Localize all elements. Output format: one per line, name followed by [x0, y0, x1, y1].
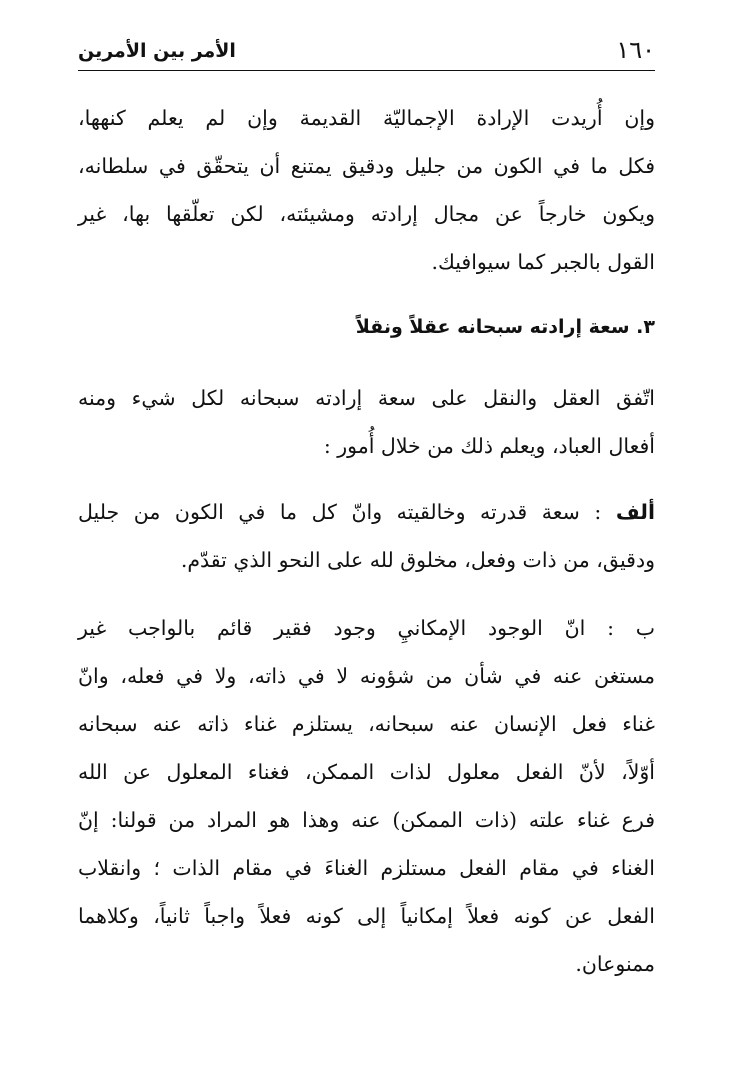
page-header	[78, 34, 655, 71]
text-line: ويكون خارجاً عن مجال إرادته ومشيئته، لكن تعلّقها بها، غير	[78, 202, 655, 226]
text-line: الفعل عن كونه فعلاً إمكانياً إلى كونه فعلاً واجباً ثانياً، وكلاهما	[78, 904, 655, 928]
item-lead: ألف	[615, 500, 655, 524]
text-line: غناء فعل الإنسان عنه سبحانه، يستلزم غناء ذاته عنه سبحانه	[78, 712, 655, 736]
text-line: ودقيق، من ذات وفعل، مخلوق لله على النحو الذي تقدّم.	[180, 548, 655, 572]
paragraph-3	[78, 488, 655, 584]
text-line: أوّلاً، لأنّ الفعل معلول لذات الممكن، فغناء المعلول عن الله	[78, 760, 655, 784]
text-line: القول بالجبر كما سيوافيك.	[431, 250, 655, 274]
text-line-rest: : سعة قدرته وخالقيته وانّ كل ما في الكون من جليل	[78, 500, 616, 524]
text-line: اتّفق العقل والنقل على سعة إرادته سبحانه لكل شيء ومنه	[78, 386, 655, 410]
text-line: ب : انّ الوجود الإمكانيِ وجود فقير قائم بالواجب غير	[78, 616, 656, 640]
paragraph-1	[78, 94, 655, 286]
text-line: فرع غناء علته (ذات الممكن) عنه وهذا هو المراد من قولنا: إنّ	[78, 808, 655, 832]
text-line: وإن أُريدت الإرادة الإجماليّة القديمة وإن لم يعلم كنهها،	[78, 106, 655, 130]
paragraph-2	[78, 374, 655, 470]
text-line: فكل ما في الكون من جليل ودقيق يمتنع أن يتحقّق في سلطانه،	[78, 154, 655, 178]
section-heading: ٣. سعة إرادته سبحانه عقلاً ونقلاً	[355, 316, 655, 338]
text-line: الغناء في مقام الفعل مستلزم الغناءَ في مقام الذات ؛ وانقلاب	[78, 856, 655, 880]
text-line: مستغن عنه في شأن من شؤونه لا في ذاته، ولا في فعله، وانّ	[78, 664, 655, 688]
text-line	[78, 488, 655, 536]
text-line: ممنوعان.	[575, 952, 655, 976]
paragraph-4	[78, 604, 655, 988]
running-title: الأمر بين الأمرين	[78, 40, 236, 62]
text-line: أفعال العباد، ويعلم ذلك من خلال أُمور :	[323, 434, 655, 458]
page-number: ١٦٠	[616, 36, 655, 64]
